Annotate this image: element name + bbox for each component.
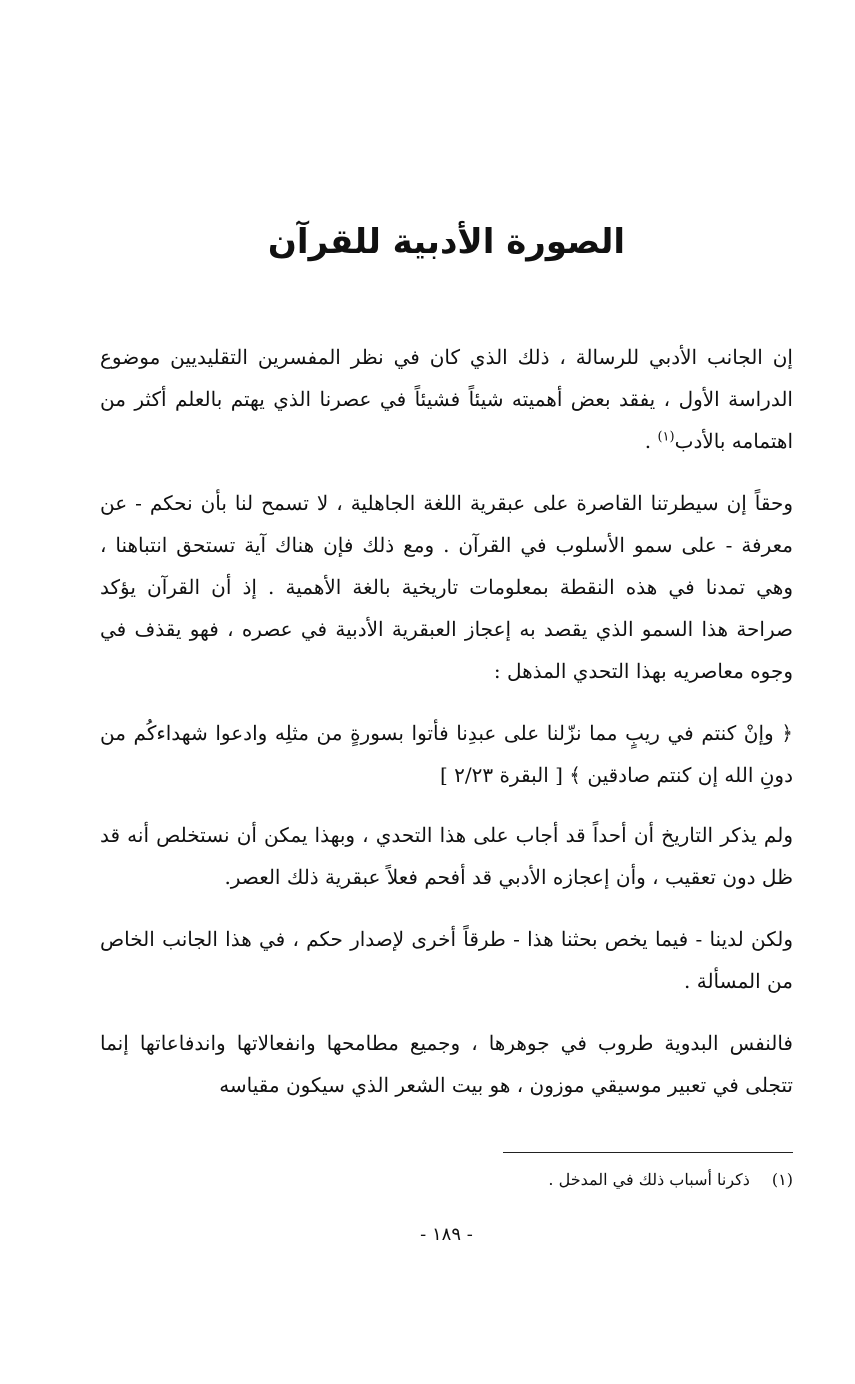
page-number: - ١٨٩ - (420, 1224, 473, 1245)
footnote-divider (503, 1152, 793, 1153)
paragraph-5: فالنفس البدوية طروب في جوهرها ، وجميع مطامحها وانفعالاتها واندفاعاتها إنما تتجلى في تعبير موسيقي موزون ، هو بيت الشعر الذي سيكون مقياسه (100, 1031, 793, 1097)
footnote-number: (١) (771, 1170, 793, 1189)
paragraph-4: ولكن لدينا - فيما يخص بحثنا هذا - طرقاً أخرى لإصدار حكم ، في هذا الجانب الخاص من المسألة . (100, 927, 793, 993)
paragraph-2: وحقاً إن سيطرتنا القاصرة على عبقرية اللغة الجاهلية ، لا تسمح لنا بأن نحكم - عن معرفة - على سمو الأسلوب في القرآن . ومع ذلك فإن هناك آية تستحق انتباهنا ، وهي تمدنا في هذه النقطة بمعلومات تاريخية بالغة الأهمية . إذ أن القرآن يؤكد صراحة هذا السمو الذي يقصد به إعجاز العبقرية الأدبية في عصره ، فهو يقذف في وجوه معاصريه بهذا التحدي المذهل : (100, 491, 793, 683)
footnote (100, 1166, 793, 1194)
quran-verse: ﴿ وإنْ كنتم في ريبٍ مما نزّلنا على عبدِنا فأتوا بسورةٍ من مثلِه وادعوا شهداءكُم من دونِ الله إن كنتم صادقين ﴾ [ البقرة ٢/٢٣ ] (100, 721, 793, 787)
page-title: الصورة الأدبية للقرآن (267, 222, 626, 262)
body-text (100, 336, 793, 1126)
paragraph-1-text: إن الجانب الأدبي للرسالة ، ذلك الذي كان في نظر المفسرين التقليديين موضوع الدراسة الأول ، يفقد بعض أهميته شيئاً فشيئاً في عصرنا الذي يهتم بالعلم أكثر من اهتمامه بالأدب (100, 345, 793, 453)
footnote-reference: (١) (657, 429, 675, 445)
book-page (100, 0, 793, 1384)
paragraph-1 (100, 336, 793, 462)
footnote-text: ذكرنا أسباب ذلك في المدخل . (548, 1170, 750, 1189)
paragraph-1-tail: . (644, 429, 658, 453)
paragraph-3: ولم يذكر التاريخ أن أحداً قد أجاب على هذا التحدي ، وبهذا يمكن أن نستخلص أنه قد ظل دون تعقيب ، وأن إعجازه الأدبي قد أفحم فعلاً عبقرية ذلك العصر. (100, 823, 793, 889)
